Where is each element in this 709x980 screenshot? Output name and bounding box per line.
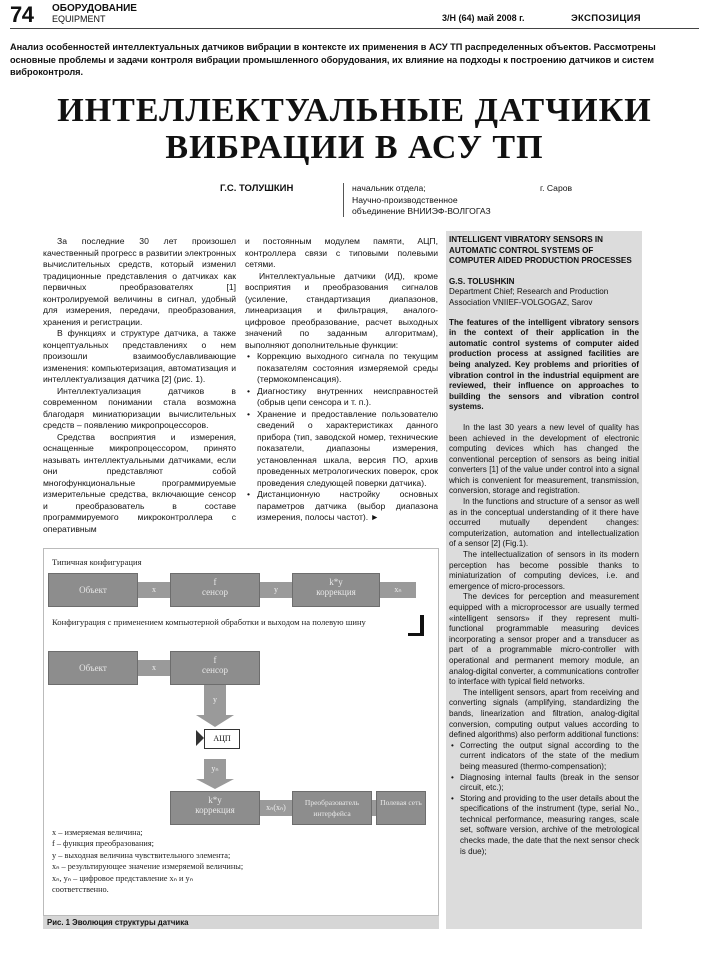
paragraph: Интеллектуальные датчики (ИД), кроме восприятия и преобразования сигналов (усиление, стандартизация диапазонов, линеаризация и фильтрация, аналого-цифровое преобразование, расчет выходных значений по заданным алгоритмам), выполняют дополнительные функции: xyxy=(245,270,438,350)
field-network-box: Полевая сеть xyxy=(376,791,426,825)
legend-item: xₙ, yₙ – цифровое представление xₙ и yₙ xyxy=(52,873,194,883)
computer-config-label: Конфигурация с применением компьютерной обработки и выходом на полевую шину xyxy=(52,617,366,627)
divider-mark xyxy=(408,633,424,636)
body-column-1 xyxy=(43,236,236,535)
list-item: • Diagnosing internal faults (break in the sensor circuit, etc.); xyxy=(449,773,639,794)
legend-item: f – функция преобразования; xyxy=(52,839,154,849)
paragraph: The intelligent sensors, apart from receiving and converting signals (amplifying, standardizing the bands, linearization and filtration, analog-digital conversion, computing output values according to defined algorithms) also perform additional functions: xyxy=(449,687,639,740)
author-name: Г.С. ТОЛУШКИН xyxy=(220,183,294,194)
section-title-en: EQUIPMENT xyxy=(52,14,106,24)
paragraph: За последние 30 лет произошел качественный прогресс в развитии электронных вычислительных средств, который изменил традиционные представления о датчиках как первичных преобразователях [1] контролируемой величины в сигнал, удобный для измерения, передачи, преобразования, хранения и регистрации. xyxy=(43,236,236,327)
divider-mark xyxy=(420,615,424,635)
sensor-box: f сенсор xyxy=(170,651,260,685)
english-author: G.S. TOLUSHKIN xyxy=(449,276,515,286)
arrow-head xyxy=(196,779,234,789)
sensor-box: f сенсор xyxy=(170,573,260,607)
english-abstract: The features of the intelligent vibratory sensors in the context of their application in the automatic control systems of computer aided production process at assigned facilities are being analyzed. Key problems and priorities of vibration control in the industrial equipment are reviewed, their influence on approaches to building the sensors and vibration control systems. xyxy=(449,317,639,412)
y-arrow-down: y xyxy=(204,685,226,715)
figure-caption: Рис. 1 Эволюция структуры датчика xyxy=(43,916,439,929)
title-line-1: ИНТЕЛЛЕКТУАЛЬНЫЕ ДАТЧИКИ xyxy=(57,92,652,129)
yn-arrow-down: yₙ xyxy=(204,759,226,779)
x-arrow: x xyxy=(138,582,170,598)
author-divider xyxy=(343,183,344,217)
title-line-2: ВИБРАЦИИ В АСУ ТП xyxy=(165,129,544,166)
list-item: • Storing and providing to the user details about the specifications of the instrument (type, serial No., technical performance, measuring ranges, scale set, software version, archive of the metrological checks made, the date that the next sensor check is due); xyxy=(449,794,639,858)
arrow-head xyxy=(196,715,234,727)
paragraph: В функциях и структуре датчика, а также концептуальных представлениях о нем произошли взаимообуславливающие изменения: компьютеризация, автоматизация и интеллектуализация датчика [2] (рис. 1). xyxy=(43,328,236,384)
paragraph: Средства восприятия и измерения, оснащенные микропроцессором, принято называть интеллектуальными датчиками, если они представляют собой многофункциональные программируемые измерительные средства, включающие сенсор и преобразователь в составе программируемого микроконтроллера с оперативным xyxy=(43,431,236,534)
legend-item: xₙ – результирующее значение измеряемой величины; xyxy=(52,862,244,872)
paragraph: In the last 30 years a new level of quality has been achieved in the development of electronic computing devices which has changed the conventional perception of sensors as being initial converters [1] of the value under control into a signal which is convenient for measurement, transmission, conversion, storage and registration. xyxy=(449,422,639,496)
xn-arrow: xₙ(xₙ) xyxy=(260,800,292,816)
paragraph: и постоянным модулем памяти, АЦП, контроллера связи с типовыми полевыми сетями. xyxy=(245,236,438,269)
list-item: • Correcting the output signal according to the current indicators of the state of the medium being measured (thermo-compensation); xyxy=(449,741,639,773)
x-arrow: x xyxy=(138,660,170,676)
xn-arrow: xₙ xyxy=(380,582,416,598)
adc-marker xyxy=(196,730,204,746)
list-item: • Хранение и предоставление пользователю сведений о характеристиках данного прибора (тип, заводской номер, технические показатели, диапазоны измерения, установленная шкала, версия ПО, архив проведенных метрологических поверок, срок проведения следующей поверки датчика). xyxy=(245,409,438,490)
english-title: INTELLIGENT VIBRATORY SENSORS IN AUTOMATIC CONTROL SYSTEMS OF COMPUTER AIDED PRODUCTION PROCESSES xyxy=(449,235,632,266)
list-item: • Дистанционную настройку основных параметров датчика (выбор диапазона измерения, полосы частот). ► xyxy=(245,489,438,524)
adc-box: АЦП xyxy=(204,729,240,749)
english-summary xyxy=(449,235,639,857)
correction-box: k*y коррекция xyxy=(292,573,380,607)
author-city: г. Саров xyxy=(540,183,573,193)
paragraph: The devices for perception and measurement equipped with a microprocessor are usually termed «intelligent sensors» if they represent multi-functional programmable measuring devices incorporating a sensor proper and a transducer as part of a programmable micro-controller with operational and permanent memory module, an analog-digital converter, a communications controller to interface with typical field networks. xyxy=(449,592,639,687)
article-title xyxy=(0,92,709,166)
paragraph: The intellectualization of sensors in its modern perception has become possible thanks to miniaturization of computing devices, i.e. and emergence of micro-processors. xyxy=(449,550,639,591)
legend-item: соответственно. xyxy=(52,885,109,895)
typical-config-label: Типичная конфигурация xyxy=(52,557,142,567)
section-title-ru: ОБОРУДОВАНИЕ xyxy=(52,3,137,14)
english-functions-list xyxy=(449,741,639,858)
y-arrow: y xyxy=(260,582,292,598)
figure-legend xyxy=(52,827,243,895)
magazine-name: ЭКСПОЗИЦИЯ xyxy=(571,13,641,24)
list-item: • Диагностику внутренних неисправностей (обрыв цепи сенсора и т. п.). xyxy=(245,386,438,409)
legend-item: y – выходная величина чувствительного элемента; xyxy=(52,850,231,860)
paragraph: Интеллектуализация датчиков в современном понимании стала возможна благодаря миниатюризации вычислительных средств – появлению микропроцессоров. xyxy=(43,385,236,430)
lead-paragraph: Анализ особенностей интеллектуальных датчиков вибрации в контексте их применения в АСУ ТП распределенных объектов. Рассмотрены основные проблемы и задачи контроля вибрации промышленного оборудования, их влияние на подходы к построению датчиков и систем виброконтроля. xyxy=(10,42,656,77)
object-box: Объект xyxy=(48,573,138,607)
legend-item: x – измеряемая величина; xyxy=(52,828,143,837)
english-affiliation: Department Chief; Research and Production Association VNIIEF-VOLGOGAZ, Sarov xyxy=(449,287,609,307)
object-box: Объект xyxy=(48,651,138,685)
issue-info: 3/Н (64) май 2008 г. xyxy=(442,13,525,23)
author-affiliation xyxy=(352,183,532,218)
functions-list xyxy=(245,351,438,524)
paragraph: In the functions and structure of a sensor as well as in the conceptual understanding of it there have occurred mutually dependent changes: computerization, automation and intellectualization of a sensor [2] (Fig.1). xyxy=(449,497,639,549)
correction-box: k*y коррекция xyxy=(170,791,260,825)
interface-converter-box: Преобразователь интерфейса xyxy=(292,791,372,825)
body-column-2 xyxy=(245,236,438,524)
page-number: 74 xyxy=(10,2,34,27)
figure-sensor-evolution xyxy=(43,548,439,916)
list-item: • Коррекцию выходного сигнала по текущим показателям состояния измеряемой среды (термокомпенсация). xyxy=(245,351,438,386)
affiliation-line: начальник отдела; xyxy=(352,183,426,193)
header-rule xyxy=(10,28,699,29)
affiliation-line: объединение ВНИИЭФ-ВОЛГОГАЗ xyxy=(352,206,491,216)
affiliation-line: Научно-производственное xyxy=(352,194,458,205)
